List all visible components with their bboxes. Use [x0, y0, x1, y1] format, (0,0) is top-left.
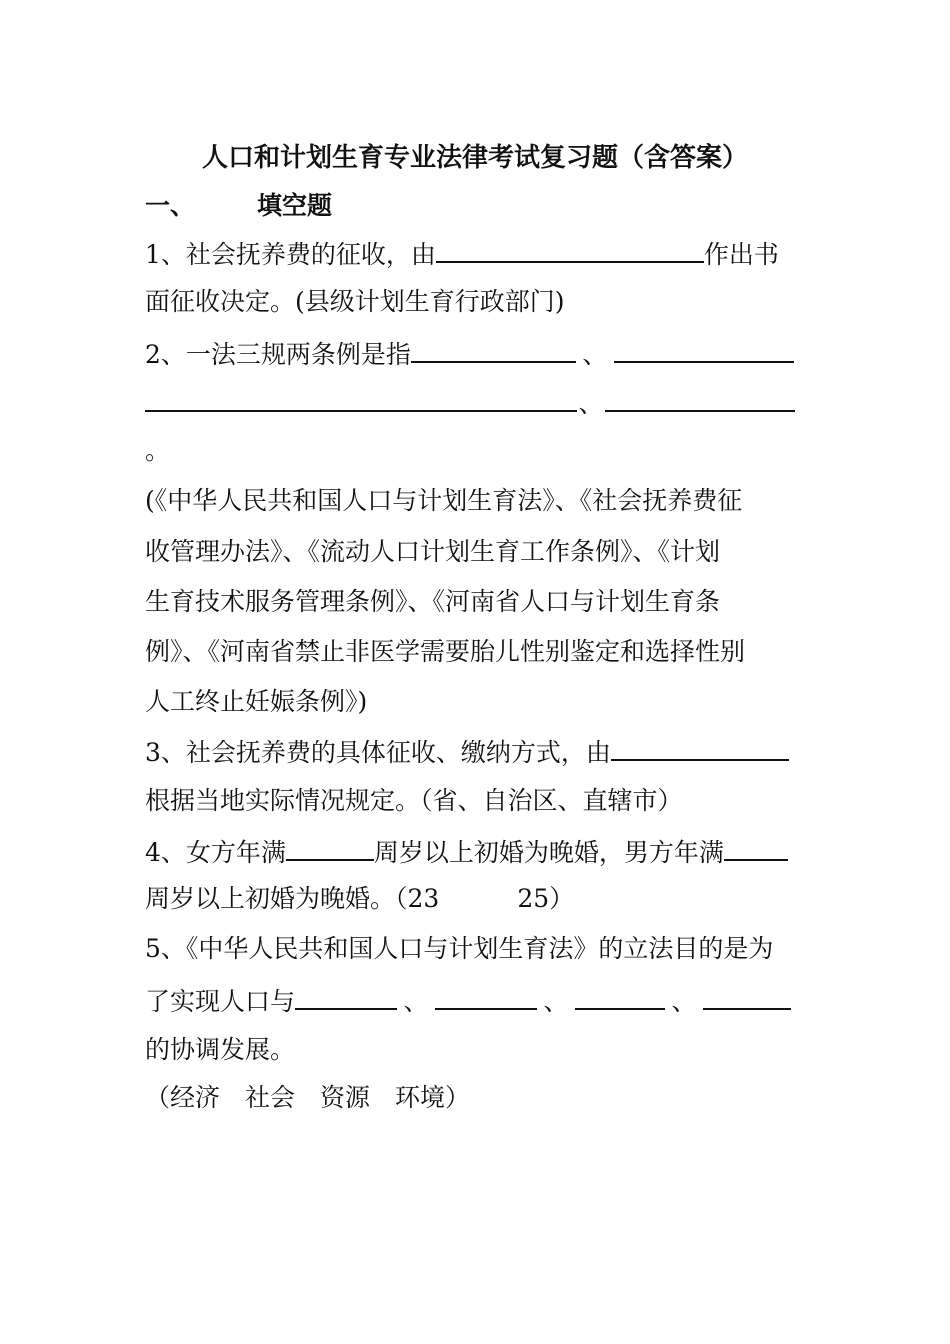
question-4-prefix: 4、女方年满 [145, 838, 286, 867]
question-5-separator-1: 、 [403, 987, 429, 1016]
question-4-line-2-prefix: 周岁以上初婚为晚婚。（23 [145, 884, 440, 913]
question-4-blank-2 [724, 835, 788, 861]
question-2-end-mark: 。 [145, 436, 171, 465]
question-5-blank-1 [295, 984, 397, 1010]
question-3-line-1 [145, 735, 789, 768]
question-5-line-2 [145, 984, 791, 1017]
question-2-prefix: 2、一法三规两条例是指 [145, 340, 411, 369]
question-5-blank-3 [575, 984, 665, 1010]
question-2-blank-1 [411, 337, 576, 363]
question-2-line-2 [145, 386, 795, 419]
question-5-prefix: 了实现人口与 [145, 987, 296, 1016]
question-2-answer-line-1: (《中华人民共和国人口与计划生育法》、《社会抚养费征 [145, 486, 743, 515]
question-3-prefix: 3、社会抚养费的具体征收、缴纳方式，由 [145, 738, 611, 767]
question-2-separator-2: 、 [578, 389, 604, 418]
question-1-line-1 [145, 237, 779, 270]
document-title: 人口和计划生育专业法律考试复习题（含答案） [201, 143, 748, 173]
question-2-separator-1: 、 [582, 340, 608, 369]
question-5-line-1: 5、《中华人民共和国人口与计划生育法》的立法目的是为 [145, 934, 774, 963]
question-5-separator-3: 、 [671, 987, 697, 1016]
question-2-answer-line-2: 收管理办法》、《流动人口计划生育工作条例》、《计划 [145, 537, 721, 566]
question-2-blank-4 [605, 386, 795, 412]
question-5-blank-2 [435, 984, 537, 1010]
question-1-prefix: 1、社会抚养费的征收，由 [145, 240, 436, 269]
question-2-answer-line-3: 生育技术服务管理条例》、《河南省人口与计划生育条 [145, 587, 721, 616]
section-heading [145, 186, 332, 222]
question-2-blank-2 [614, 337, 794, 363]
question-5-separator-2: 、 [543, 987, 569, 1016]
question-2-blank-3 [145, 386, 577, 412]
question-1-line-2: 面征收决定。(县级计划生育行政部门) [145, 287, 565, 316]
question-4-line-2 [145, 884, 574, 914]
question-5-line-3: 的协调发展。 [145, 1035, 296, 1064]
question-3-line-2: 根据当地实际情况规定。（省、自治区、直辖市） [145, 786, 683, 815]
question-4-line-2-answer: 25） [517, 884, 575, 913]
question-4-line-1 [145, 835, 788, 868]
section-label: 填空题 [257, 191, 333, 220]
question-1-blank [436, 237, 704, 263]
question-2-answer-line-4: 例》、《河南省禁止非医学需要胎儿性别鉴定和选择性别 [145, 637, 746, 666]
question-4-blank-1 [286, 835, 374, 861]
question-2-line-1 [145, 337, 794, 370]
question-5-answer: （经济 社会 资源 环境） [145, 1083, 471, 1112]
section-number: 一、 [145, 191, 196, 220]
question-2-answer-line-5: 人工终止妊娠条例》) [145, 687, 368, 716]
question-4-middle: 周岁以上初婚为晚婚，男方年满 [373, 838, 724, 867]
question-3-blank [611, 735, 789, 761]
question-1-suffix: 作出书 [703, 240, 779, 269]
question-5-blank-4 [703, 984, 791, 1010]
